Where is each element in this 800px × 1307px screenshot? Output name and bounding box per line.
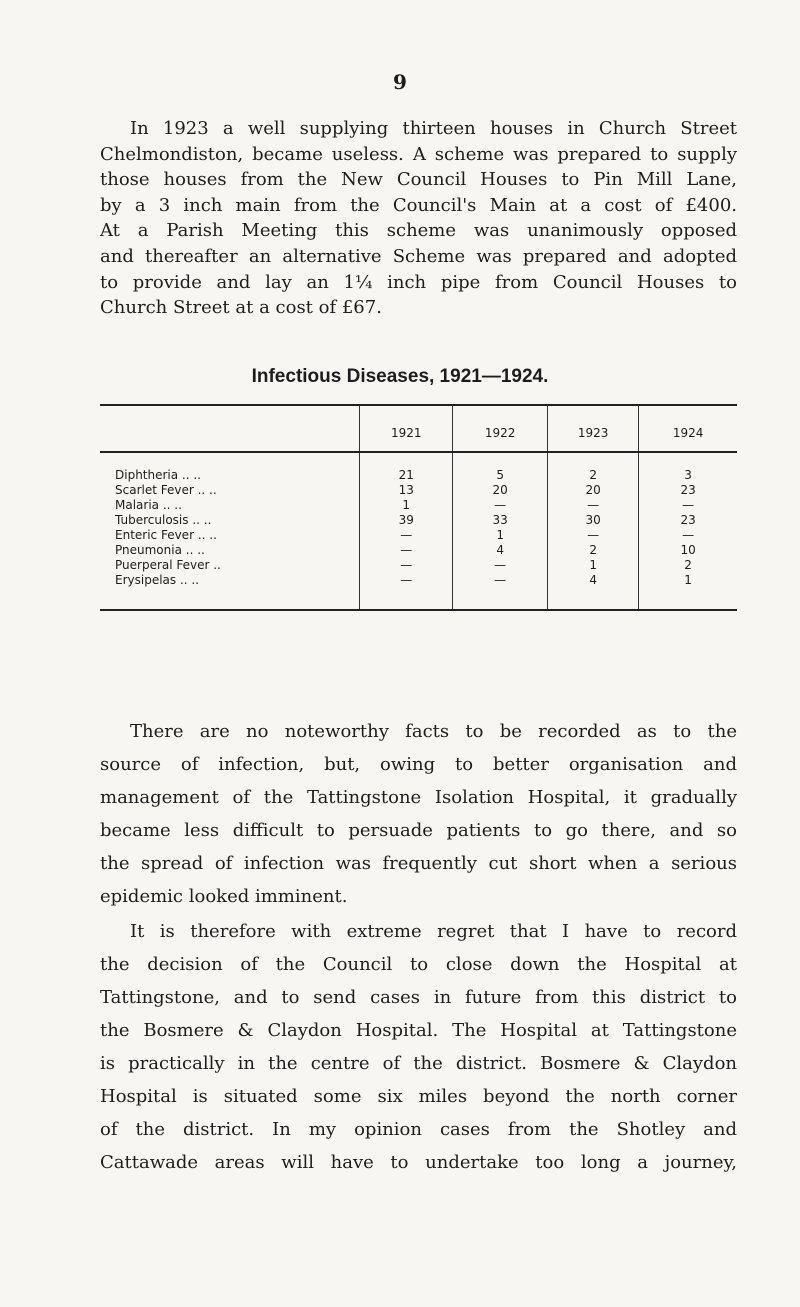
text-line: management of the Tattingstone Isolation Hospital, it gradually <box>100 787 737 808</box>
disease-name: Enteric Fever .. .. <box>115 527 217 542</box>
disease-name: Diphtheria .. .. <box>115 467 201 482</box>
text-line: source of infection, but, owing to better organisation and <box>100 754 737 775</box>
table-cell: — <box>360 542 453 557</box>
text-line: Church Street at a cost of £67. <box>100 297 382 319</box>
table-cell: — <box>548 527 639 542</box>
table-cell: 3 <box>639 467 737 482</box>
table-cell: — <box>639 497 737 512</box>
table-cell: 4 <box>453 542 548 557</box>
text-line: Hospital is situated some six miles beyond the north corner <box>100 1086 737 1107</box>
table-cell: 2 <box>548 467 639 482</box>
text-line: Chelmondiston, became useless. A scheme was prepared to supply <box>100 143 737 165</box>
table-row <box>100 482 737 497</box>
table-cell: 23 <box>639 512 737 527</box>
text-line: There are no noteworthy facts to be recorded as to the <box>130 721 737 742</box>
table-cell: 21 <box>360 467 453 482</box>
text-line: At a Parish Meeting this scheme was unanimously opposed <box>100 220 737 242</box>
table-cell: — <box>639 527 737 542</box>
table-cell: — <box>360 557 453 572</box>
disease-name: Malaria .. .. <box>115 497 182 512</box>
text-line: Tattingstone, and to send cases in future from this district to <box>100 987 737 1008</box>
paragraph-water-supply <box>100 116 737 321</box>
text-line: the spread of infection was frequently cut short when a serious <box>100 853 737 874</box>
text-line: is practically in the centre of the district. Bosmere & Claydon <box>100 1053 737 1074</box>
text-line: of the district. In my opinion cases from the Shotley and <box>100 1119 737 1140</box>
table-cell: 20 <box>548 482 639 497</box>
table-cell: 1 <box>548 557 639 572</box>
table-cell: 1 <box>453 527 548 542</box>
table-row <box>100 467 737 482</box>
text-line: the Bosmere & Claydon Hospital. The Hospital at Tattingstone <box>100 1020 737 1041</box>
table-header-cell: 1923 <box>548 405 639 452</box>
table-header-row <box>100 405 737 452</box>
disease-name: Puerperal Fever .. <box>115 557 221 572</box>
table-cell: 13 <box>360 482 453 497</box>
text-line: the decision of the Council to close down the Hospital at <box>100 954 737 975</box>
table-cell: — <box>453 497 548 512</box>
paragraph-infection-source <box>100 715 737 913</box>
disease-name: Scarlet Fever .. .. <box>115 482 217 497</box>
disease-name: Tuberculosis .. .. <box>115 512 212 527</box>
table-row <box>100 497 737 512</box>
text-line: by a 3 inch main from the Council's Main at a cost of £400. <box>100 194 737 216</box>
text-line: those houses from the New Council Houses to Pin Mill Lane, <box>100 169 737 191</box>
table-row <box>100 542 737 557</box>
table-title: Infectious Diseases, 1921—1924. <box>251 366 549 387</box>
text-line: It is therefore with extreme regret that I have to record <box>130 921 737 942</box>
table-cell: 23 <box>639 482 737 497</box>
disease-name: Pneumonia .. .. <box>115 542 205 557</box>
text-line: epidemic looked imminent. <box>100 886 348 907</box>
table-cell: 20 <box>453 482 548 497</box>
table-row <box>100 512 737 527</box>
text-line: Cattawade areas will have to undertake too long a journey, <box>100 1152 737 1173</box>
table-cell: 5 <box>453 467 548 482</box>
table-cell: 1 <box>639 572 737 587</box>
table-cell: — <box>360 572 453 587</box>
text-line: to provide and lay an 1¼ inch pipe from Council Houses to <box>100 271 737 293</box>
table-cell: — <box>453 557 548 572</box>
table-row <box>100 557 737 572</box>
infectious-diseases-table <box>100 404 737 687</box>
table-cell: 1 <box>360 497 453 512</box>
text-line: In 1923 a well supplying thirteen houses in Church Street <box>130 118 737 139</box>
table-header-cell: 1922 <box>453 405 548 452</box>
table-cell: 2 <box>639 557 737 572</box>
table-cell: 10 <box>639 542 737 557</box>
table-cell: — <box>360 527 453 542</box>
table-cell: 39 <box>360 512 453 527</box>
table-cell: 4 <box>548 572 639 587</box>
paragraph-hospital-closure <box>100 915 737 1179</box>
table-row <box>100 527 737 542</box>
disease-name: Erysipelas .. .. <box>115 572 200 587</box>
table-cell: 2 <box>548 542 639 557</box>
table-cell: 33 <box>453 512 548 527</box>
table-cell: — <box>548 497 639 512</box>
table-header-cell <box>100 405 360 452</box>
table-cell: 30 <box>548 512 639 527</box>
table-header-cell: 1924 <box>639 405 737 452</box>
page-number: 9 <box>393 70 407 94</box>
table-cell: — <box>453 572 548 587</box>
table-header-cell: 1921 <box>360 405 453 452</box>
text-line: and thereafter an alternative Scheme was prepared and adopted <box>100 245 737 267</box>
text-line: became less difficult to persuade patients to go there, and so <box>100 820 737 841</box>
table-row <box>100 572 737 587</box>
